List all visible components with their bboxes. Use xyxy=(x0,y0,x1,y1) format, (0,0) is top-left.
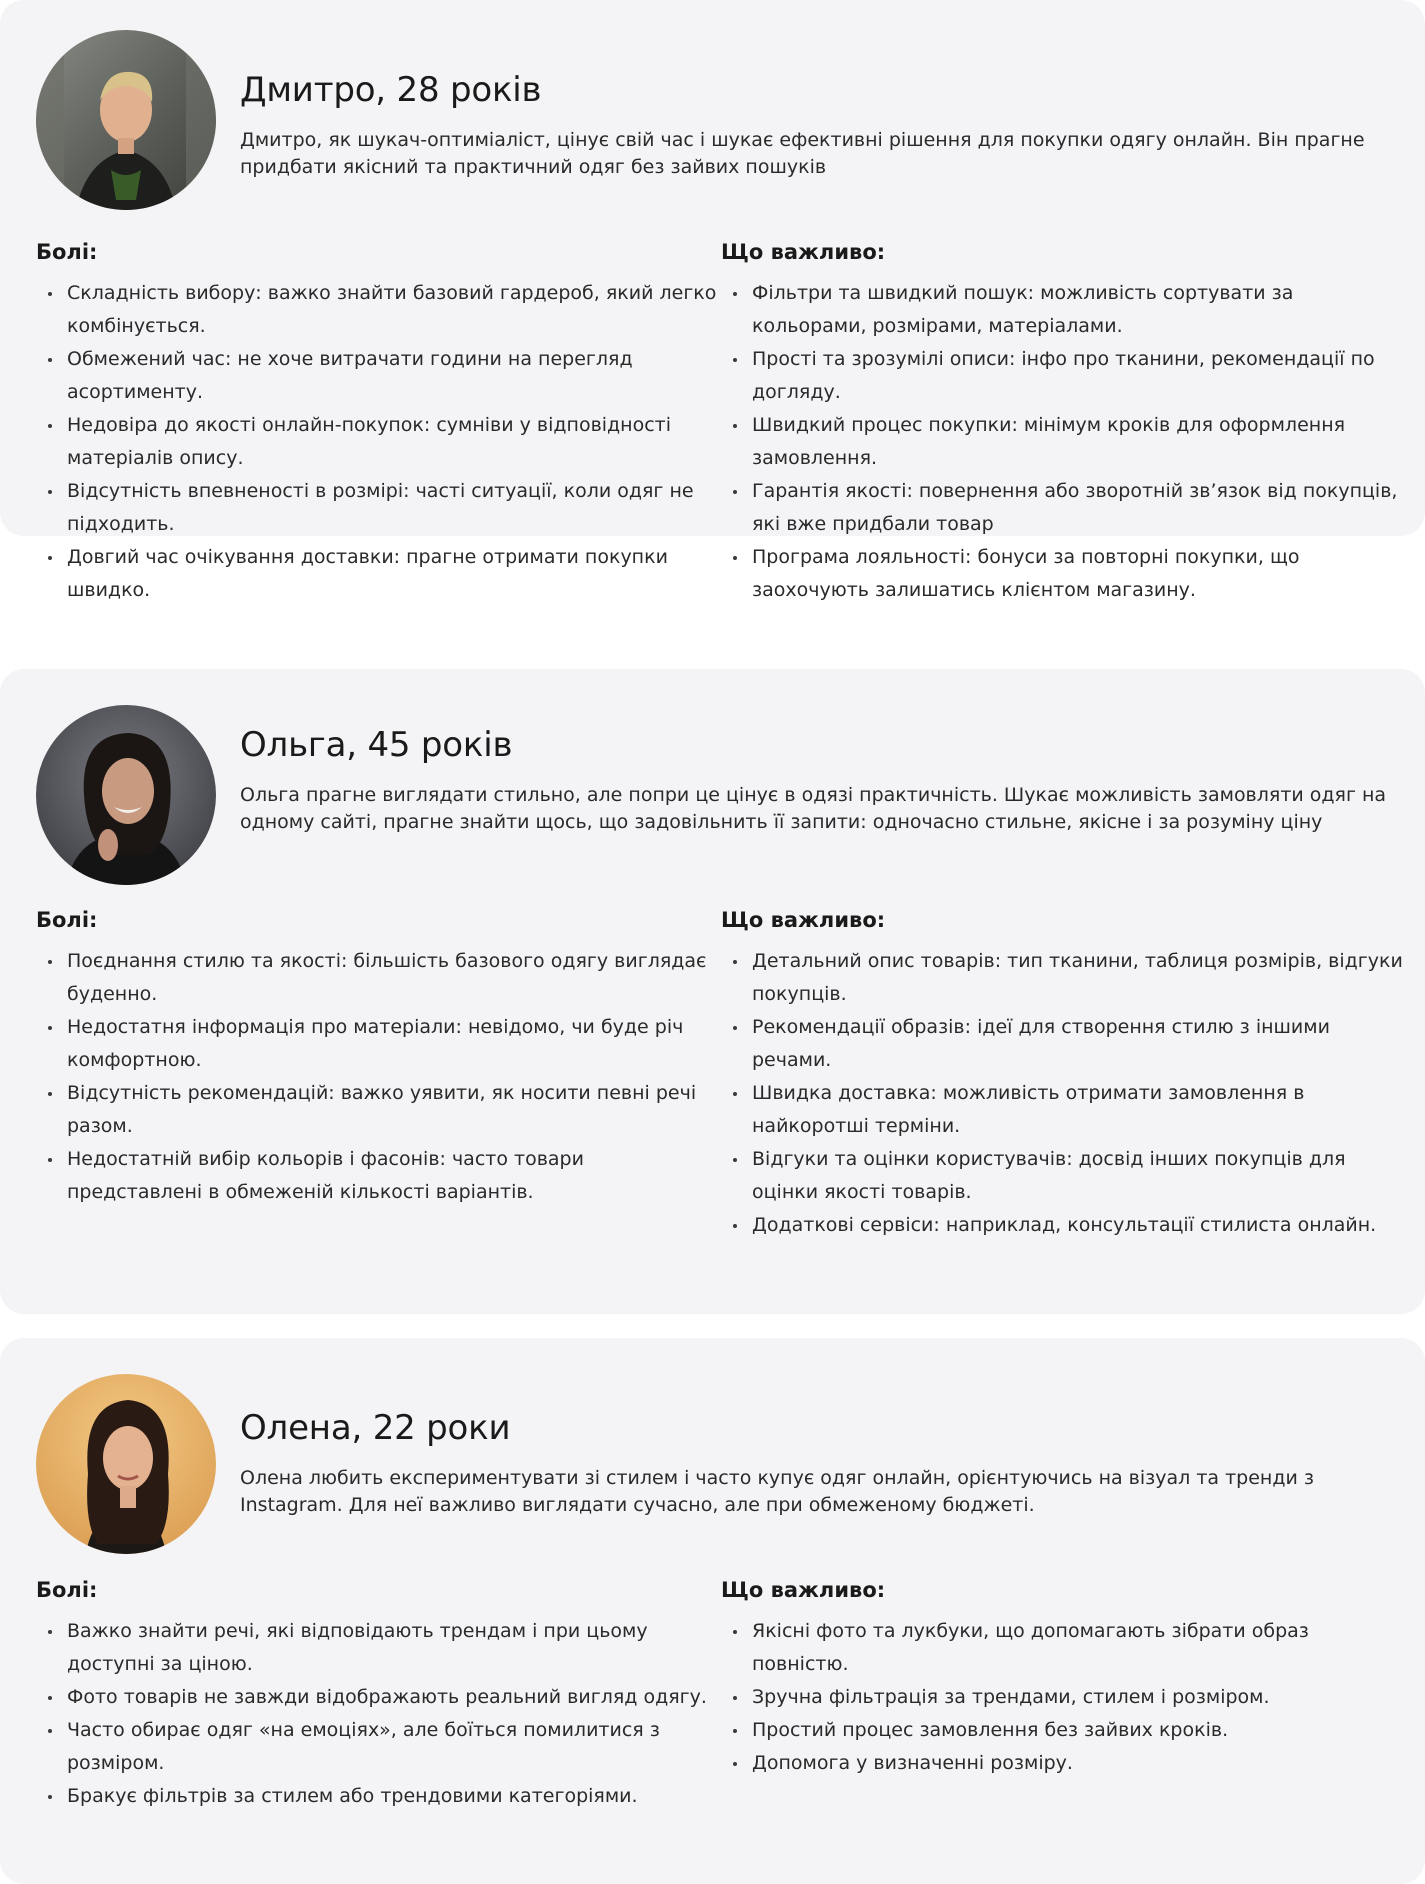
avatar-photo xyxy=(36,705,216,885)
pains-list xyxy=(36,277,721,607)
list-item: Зручна фільтрація за трендами, стилем і розміром. xyxy=(721,1681,1411,1714)
list-item: Рекомендації образів: ідеї для створення стилю з іншими речами. xyxy=(721,1011,1411,1077)
pains-heading: Болі: xyxy=(36,240,98,264)
list-item: Програма лояльності: бонуси за повторні покупки, що заохочують залишатись клієнтом магазину. xyxy=(721,541,1411,607)
important-heading: Що важливо: xyxy=(721,908,886,932)
avatar-photo xyxy=(36,30,216,210)
persona-description: Олена любить експериментувати зі стилем і часто купує одяг онлайн, орієнтуючись на візуал та тренди з Instagram. Для неї важливо виглядати сучасно, але при обмеженому бюджеті. xyxy=(240,1467,1314,1516)
avatar-olena-icon xyxy=(36,1374,216,1554)
list-item: Важко знайти речі, які відповідають трендам і при цьому доступні за ціною. xyxy=(36,1615,721,1681)
list-item: Гарантія якості: повернення або зворотній зв’язок від покупців, які вже придбали товар xyxy=(721,475,1411,541)
important-heading: Що важливо: xyxy=(721,1578,886,1602)
important-heading: Що важливо: xyxy=(721,240,886,264)
list-item: Обмежений час: не хоче витрачати години на перегляд асортименту. xyxy=(36,343,721,409)
list-item: Швидкий процес покупки: мінімум кроків для оформлення замовлення. xyxy=(721,409,1411,475)
list-item: Додаткові сервіси: наприклад, консультації стилиста онлайн. xyxy=(721,1209,1411,1242)
pains-list xyxy=(36,945,721,1209)
list-item: Бракує фільтрів за стилем або трендовими категоріями. xyxy=(36,1780,721,1813)
list-item: Недостатня інформація про матеріали: невідомо, чи буде річ комфортною. xyxy=(36,1011,721,1077)
persona-card-olena xyxy=(0,1338,1425,1884)
pains-heading: Болі: xyxy=(36,1578,98,1602)
avatar-photo xyxy=(36,1374,216,1554)
avatar-olha-icon xyxy=(36,705,216,885)
list-item: Швидка доставка: можливість отримати замовлення в найкоротші терміни. xyxy=(721,1077,1411,1143)
list-item: Недостатній вибір кольорів і фасонів: часто товари представлені в обмеженій кількості варіантів. xyxy=(36,1143,721,1209)
list-item: Простий процес замовлення без зайвих кроків. xyxy=(721,1714,1411,1747)
list-item: Довгий час очікування доставки: прагне отримати покупки швидко. xyxy=(36,541,721,607)
list-item: Фото товарів не завжди відображають реальний вигляд одягу. xyxy=(36,1681,721,1714)
persona-card-dmytro xyxy=(0,0,1425,601)
pains-list xyxy=(36,1615,721,1813)
persona-description: Ольга прагне виглядати стильно, але попри це цінує в одязі практичність. Шукає можливість замовляти одяг на одному сайті, прагне знайти щось, що задовільнить її запити: одночасно стильне, якісне і за розуміну ціну xyxy=(240,784,1387,833)
persona-name: Дмитро, 28 років xyxy=(240,70,542,110)
persona-name: Ольга, 45 років xyxy=(240,725,513,765)
pains-heading: Болі: xyxy=(36,908,98,932)
list-item: Прості та зрозумілі описи: інфо про тканини, рекомендації по догляду. xyxy=(721,343,1411,409)
list-item: Відсутність рекомендацій: важко уявити, як носити певні речі разом. xyxy=(36,1077,721,1143)
list-item: Недовіра до якості онлайн-покупок: сумніви у відповідності матеріалів опису. xyxy=(36,409,721,475)
list-item: Поєднання стилю та якості: більшість базового одягу виглядає буденно. xyxy=(36,945,721,1011)
list-item: Детальний опис товарів: тип тканини, таблиця розмірів, відгуки покупців. xyxy=(721,945,1411,1011)
important-list xyxy=(721,1615,1411,1780)
avatar-dmytro-icon xyxy=(36,30,216,210)
list-item: Відсутність впевненості в розмірі: часті ситуації, коли одяг не підходить. xyxy=(36,475,721,541)
persona-description: Дмитро, як шукач-оптиміаліст, цінує свій час і шукає ефективні рішення для покупки одягу онлайн. Він прагне придбати якісний та практичний одяг без зайвих пошуків xyxy=(240,129,1365,178)
list-item: Часто обирає одяг «на емоціях», але боїться помилитися з розміром. xyxy=(36,1714,721,1780)
list-item: Складність вибору: важко знайти базовий гардероб, який легко комбінується. xyxy=(36,277,721,343)
list-item: Фільтри та швидкий пошук: можливість сортувати за кольорами, розмірами, матеріалами. xyxy=(721,277,1411,343)
important-list xyxy=(721,277,1411,607)
persona-name: Олена, 22 роки xyxy=(240,1408,511,1448)
persona-card-olha xyxy=(0,669,1425,1314)
list-item: Відгуки та оцінки користувачів: досвід інших покупців для оцінки якості товарів. xyxy=(721,1143,1411,1209)
list-item: Допомога у визначенні розміру. xyxy=(721,1747,1411,1780)
important-list xyxy=(721,945,1411,1242)
list-item: Якісні фото та лукбуки, що допомагають зібрати образ повністю. xyxy=(721,1615,1411,1681)
